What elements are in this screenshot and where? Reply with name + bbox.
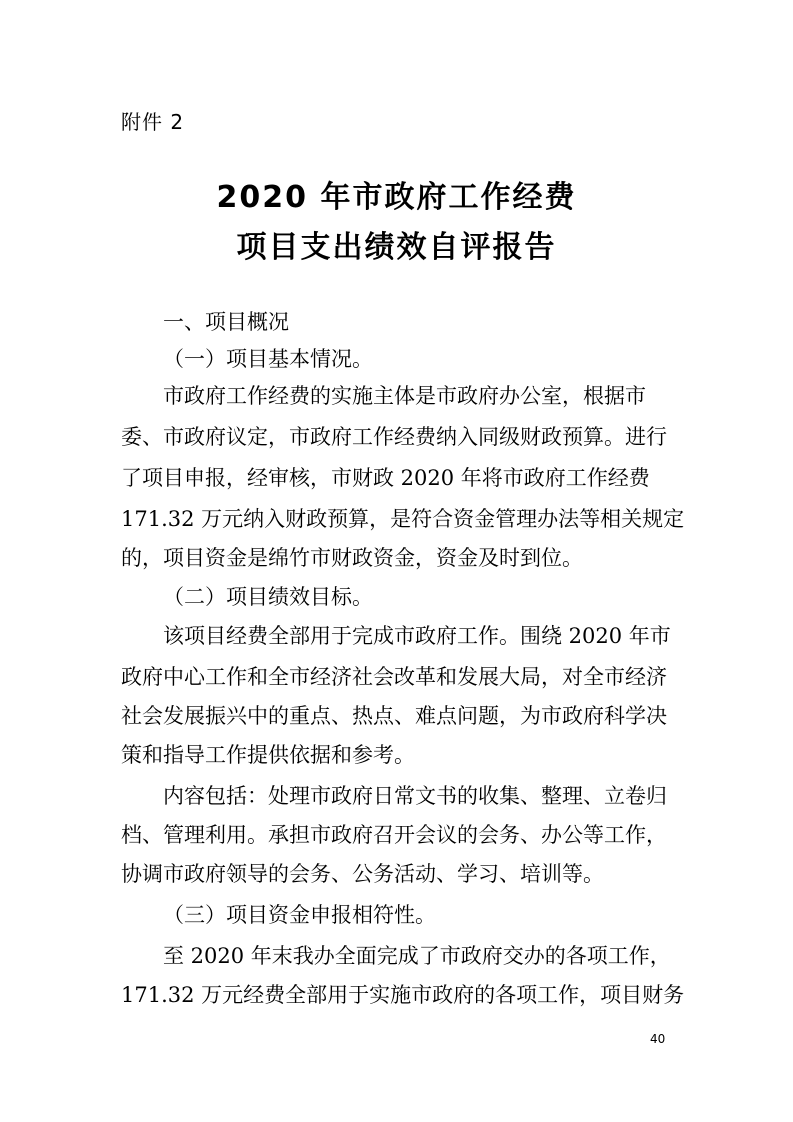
paragraph-line: 社会发展振兴中的重点、热点、难点问题，为市政府科学决 — [121, 704, 667, 728]
paragraph-line: 至 2020 年末我办全面完成了市政府交办的各项工作， — [163, 944, 671, 968]
paragraph-line: 委、市政府议定，市政府工作经费纳入同级财政预算。进行 — [121, 425, 667, 449]
attachment-label: 附件 2 — [121, 110, 185, 134]
paragraph-line: 171.32 万元经费全部用于实施市政府的各项工作，项目财务 — [121, 983, 685, 1007]
subsection-heading: （二）项目绩效目标。 — [163, 585, 373, 609]
paragraph-line: 策和指导工作提供依据和参考。 — [121, 743, 415, 767]
paragraph-line: 171.32 万元纳入财政预算，是符合资金管理办法等相关规定 — [121, 507, 685, 531]
paragraph-line: 了项目申报，经审核，市财政 2020 年将市政府工作经费 — [121, 466, 650, 490]
paragraph-line: 内容包括：处理市政府日常文书的收集、整理、立卷归 — [163, 784, 667, 808]
report-title-line-1: 2020 年市政府工作经费 — [216, 180, 577, 215]
page-number: 40 — [650, 1032, 666, 1046]
section-heading: 一、项目概况 — [163, 310, 289, 334]
paragraph-line: 协调市政府领导的会务、公务活动、学习、培训等。 — [121, 862, 604, 886]
subsection-heading: （一）项目基本情况。 — [163, 347, 373, 371]
subsection-heading: （三）项目资金申报相符性。 — [163, 903, 436, 927]
paragraph-line: 政府中心工作和全市经济社会改革和发展大局，对全市经济 — [121, 665, 667, 689]
paragraph-line: 档、管理利用。承担市政府召开会议的会务、办公等工作， — [121, 823, 667, 847]
paragraph-line: 的，项目资金是绵竹市财政资金，资金及时到位。 — [121, 546, 583, 570]
paragraph-line: 该项目经费全部用于完成市政府工作。围绕 2020 年市 — [163, 624, 671, 648]
paragraph-line: 市政府工作经费的实施主体是市政府办公室，根据市 — [163, 384, 646, 408]
report-title-line-2: 项目支出绩效自评报告 — [236, 230, 557, 265]
